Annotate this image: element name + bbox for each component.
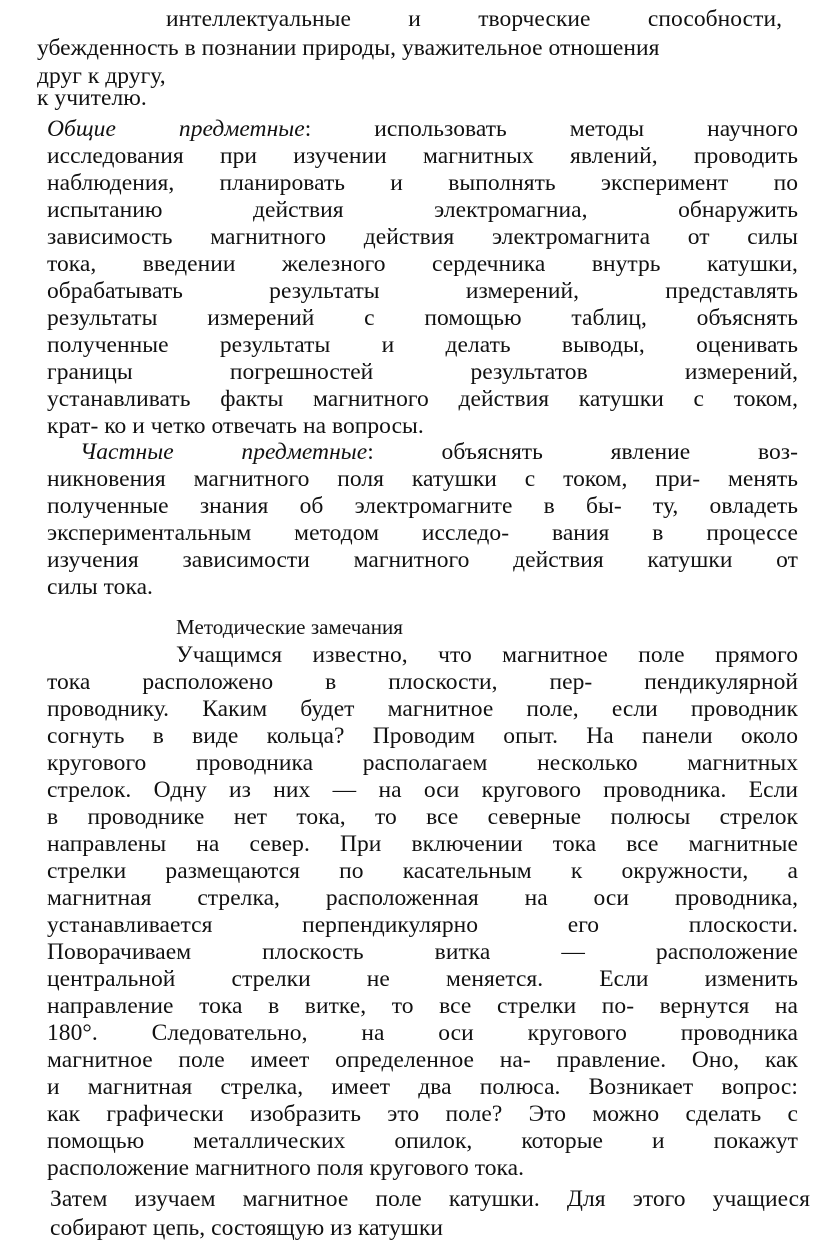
general-line-1: исследования при изучении магнитных явлений, проводить	[47, 143, 798, 169]
remarks-line-5: кругового проводника располагаем несколько магнитных	[47, 750, 798, 776]
remarks-line-11: устанавливается перпендикулярно его плоскости.	[47, 912, 798, 938]
intro-line-3: друг к другу,	[37, 63, 166, 89]
final-line-2: собирают цепь, состоящую из катушки	[50, 1215, 444, 1241]
particular-first-line	[80, 437, 798, 467]
remarks-line-10: магнитная стрелка, расположенная на оси проводника,	[47, 885, 798, 911]
intro-line-1: интеллектуальные и творческие способности,	[166, 6, 782, 32]
particular-line-5: силы тока.	[47, 574, 153, 600]
remarks-line-1: Учащимся известно, что магнитное поле прямого	[176, 642, 798, 668]
general-label: Общие предметные	[47, 116, 305, 142]
general-line-5: тока, введении железного сердечника внутрь катушки,	[47, 251, 798, 277]
general-line-7: результаты измерений с помощью таблиц, объяснять	[47, 305, 798, 331]
remarks-line-20: расположение магнитного поля кругового тока.	[47, 1155, 525, 1181]
particular-line-2: полученные знания об электромагните в бы- ту, овладеть	[47, 493, 798, 519]
remarks-line-16: магнитное поле имеет определенное на- правление. Оно, как	[47, 1047, 798, 1073]
particular-first-rest: объяснять явление воз-	[373, 439, 798, 465]
remarks-line-6: стрелок. Одну из них — на оси кругового проводника. Если	[47, 777, 798, 803]
general-line-2: наблюдения, планировать и выполнять эксперимент по	[47, 170, 798, 196]
final-line-1: Затем изучаем магнитное поле катушки. Для этого учащиеся	[50, 1186, 810, 1212]
particular-label: Частные предметные	[80, 439, 368, 465]
intro-line-4: к учителю.	[37, 85, 147, 111]
remarks-line-19: помощью металлических опилок, которые и покажут	[47, 1128, 798, 1154]
general-sep: :	[304, 116, 312, 142]
general-first-line	[47, 114, 798, 144]
general-first-rest: использовать методы научного	[311, 116, 798, 142]
general-line-6: обрабатывать результаты измерений, представлять	[47, 278, 798, 304]
intro-line-2: убежденность в познании природы, уважительное отношения	[37, 35, 660, 61]
section-heading: Методические замечания	[176, 615, 403, 639]
remarks-line-4: согнуть в виде кольца? Проводим опыт. На панели около	[47, 723, 798, 749]
remarks-line-12: Поворачиваем плоскость витка — расположение	[47, 939, 798, 965]
general-line-8: полученные результаты и делать выводы, оценивать	[47, 332, 798, 358]
remarks-line-18: как графически изобразить это поле? Это можно сделать с	[47, 1101, 798, 1127]
particular-line-1: никновения магнитного поля катушки с током, при- менять	[47, 466, 798, 492]
remarks-line-8: направлены на север. При включении тока все магнитные	[47, 831, 798, 857]
particular-line-4: изучения зависимости магнитного действия катушки от	[47, 547, 798, 573]
remarks-line-9: стрелки размещаются по касательным к окружности, а	[47, 858, 798, 884]
general-line-11: крат- ко и четко отвечать на вопросы.	[47, 413, 424, 439]
remarks-line-7: в проводнике нет тока, то все северные полюсы стрелок	[47, 804, 798, 830]
particular-sep: :	[367, 439, 374, 465]
general-line-9: границы погрешностей результатов измерений,	[47, 359, 798, 385]
general-line-10: устанавливать факты магнитного действия катушки с током,	[47, 386, 798, 412]
general-line-3: испытанию действия электромагниа, обнаружить	[47, 197, 798, 223]
remarks-line-2: тока расположено в плоскости, пер- пендикулярной	[47, 669, 798, 695]
remarks-line-15: 180°. Следовательно, на оси кругового проводника	[47, 1020, 798, 1046]
remarks-line-14: направление тока в витке, то все стрелки по- вернутся на	[47, 993, 798, 1019]
remarks-line-17: и магнитная стрелка, имеет два полюса. Возникает вопрос:	[47, 1074, 798, 1100]
remarks-line-3: проводнику. Каким будет магнитное поле, если проводник	[47, 696, 798, 722]
particular-line-3: экспериментальным методом исследо- вания в процессе	[47, 520, 798, 546]
general-line-4: зависимость магнитного действия электромагнита от силы	[47, 224, 798, 250]
remarks-line-13: центральной стрелки не меняется. Если изменить	[47, 966, 798, 992]
